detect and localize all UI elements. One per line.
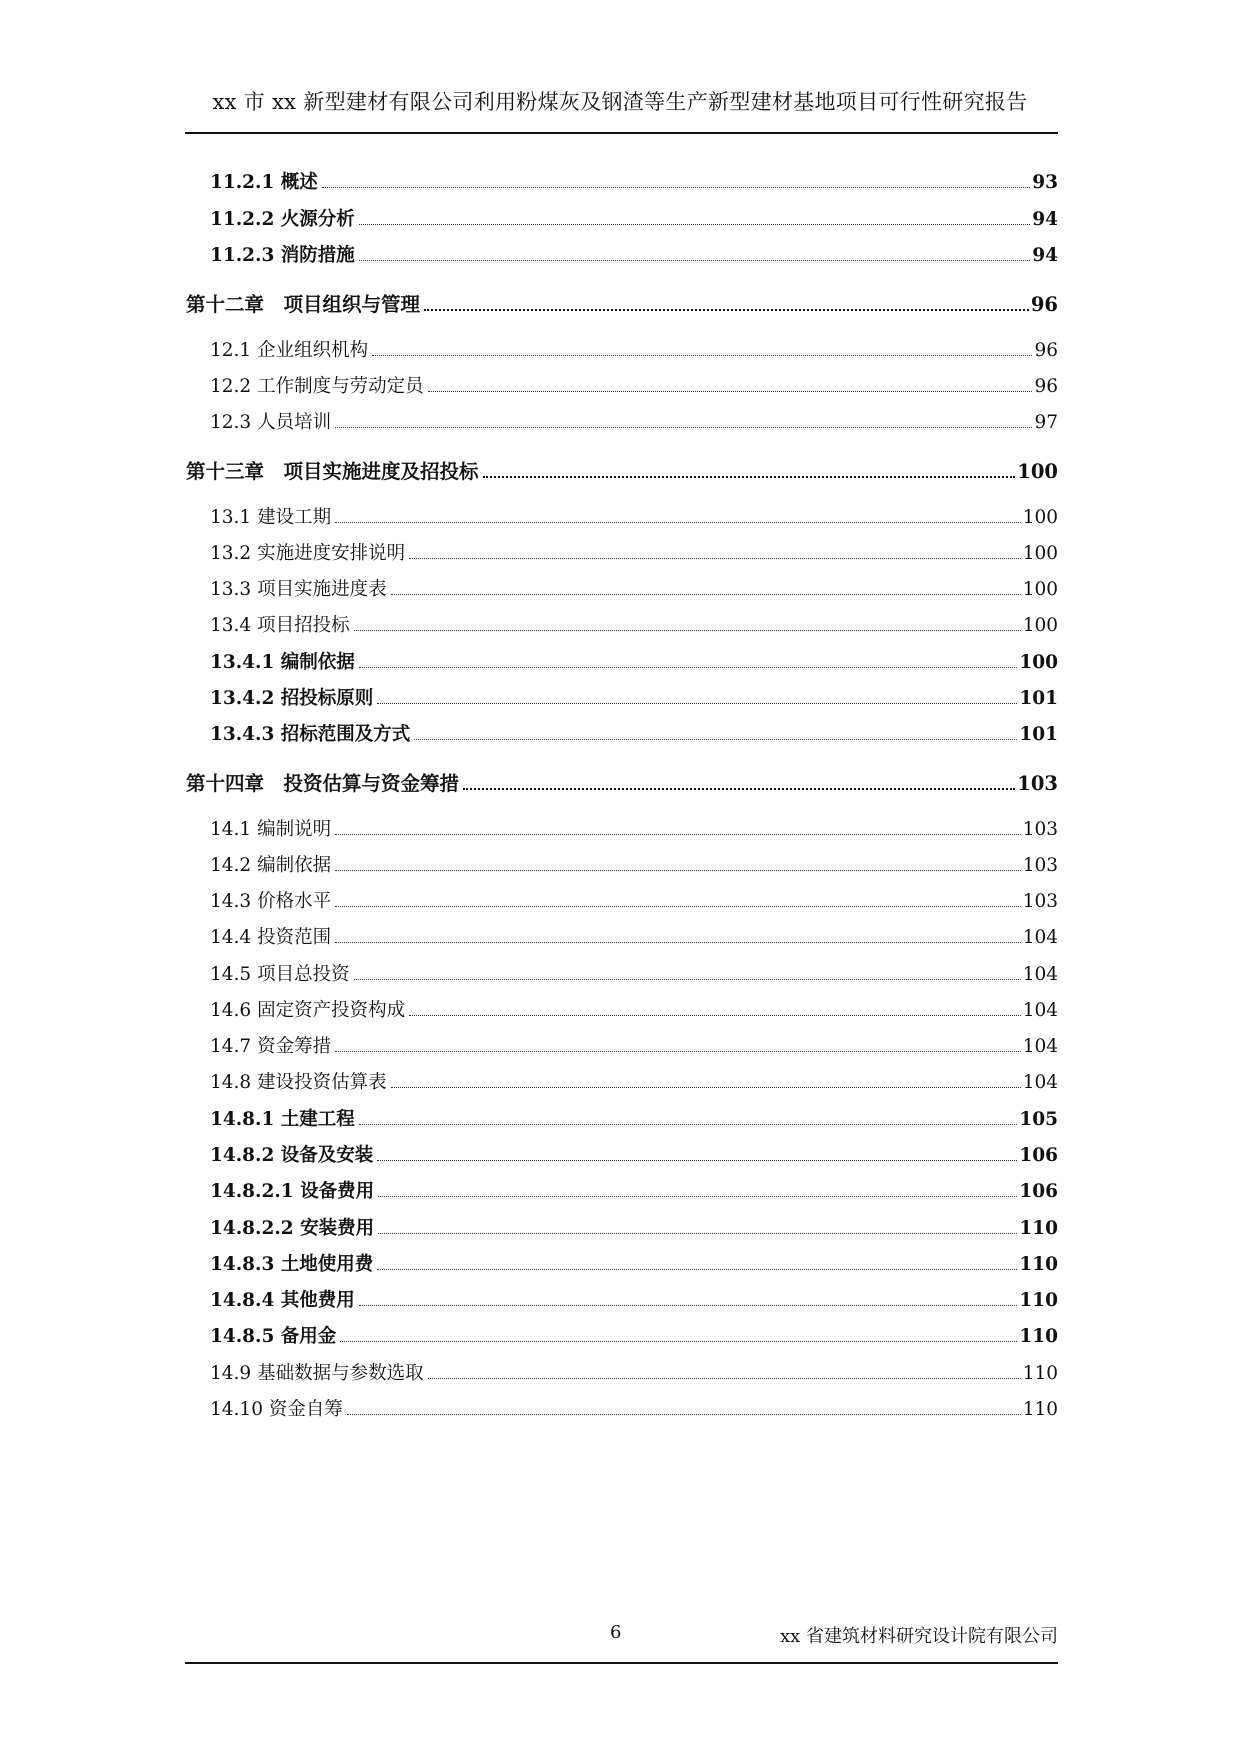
toc-entry-label: 14.5 项目总投资 xyxy=(210,964,350,985)
toc-chapter-entry[interactable] xyxy=(186,293,1058,317)
toc-entry-page: 96 xyxy=(1034,340,1058,361)
toc-entry-label: 14.10 资金自筹 xyxy=(210,1399,343,1420)
toc-dot-leader xyxy=(335,833,1021,835)
toc-dot-leader xyxy=(377,702,1017,704)
toc-dot-leader xyxy=(359,1123,1018,1125)
toc-entry[interactable] xyxy=(186,1108,1058,1132)
toc-dot-leader xyxy=(424,308,1029,311)
toc-entry-label: 14.8.5 备用金 xyxy=(210,1326,337,1347)
toc-dot-leader xyxy=(409,1014,1021,1016)
toc-entry[interactable] xyxy=(186,411,1058,435)
toc-dot-leader xyxy=(335,905,1021,907)
toc-dot-leader xyxy=(347,1413,1021,1415)
toc-dot-leader xyxy=(359,259,1030,261)
toc-entry-label: 14.1 编制说明 xyxy=(210,819,332,840)
toc-entry-page: 100 xyxy=(1022,543,1058,564)
toc-entry-page: 110 xyxy=(1022,1363,1058,1384)
toc-entry[interactable] xyxy=(186,1144,1058,1168)
toc-entry-label: 12.1 企业组织机构 xyxy=(210,340,369,361)
toc-chapter-entry[interactable] xyxy=(186,460,1058,484)
toc-dot-leader xyxy=(372,354,1032,356)
toc-entry[interactable] xyxy=(186,1071,1058,1095)
toc-entry[interactable] xyxy=(186,375,1058,399)
toc-dot-leader xyxy=(377,1159,1017,1161)
toc-entry-label: 14.8.3 土地使用费 xyxy=(210,1254,374,1275)
toc-entry-page: 97 xyxy=(1034,412,1058,433)
toc-entry[interactable] xyxy=(186,1362,1058,1386)
toc-entry-page: 106 xyxy=(1019,1145,1058,1166)
toc-entry-page: 110 xyxy=(1019,1218,1058,1239)
toc-entry-label: 14.6 固定资产投资构成 xyxy=(210,1000,406,1021)
toc-entry-page: 100 xyxy=(1022,579,1058,600)
toc-entry-label: 13.4.3 招标范围及方式 xyxy=(210,724,411,745)
toc-entry-page: 110 xyxy=(1019,1254,1058,1275)
toc-entry-label: 14.8.2.1 设备费用 xyxy=(210,1181,375,1202)
toc-dot-leader xyxy=(335,521,1021,523)
footer-divider xyxy=(185,1662,1058,1664)
toc-entry-page: 103 xyxy=(1017,772,1058,795)
toc-entry-label: 第十二章 项目组织与管理 xyxy=(186,293,421,316)
toc-chapter-entry[interactable] xyxy=(186,772,1058,796)
toc-entry-page: 100 xyxy=(1022,507,1058,528)
toc-entry-label: 11.2.1 概述 xyxy=(210,172,318,193)
toc-entry[interactable] xyxy=(186,542,1058,566)
toc-entry-label: 12.3 人员培训 xyxy=(210,412,332,433)
toc-entry-page: 104 xyxy=(1022,964,1058,985)
toc-entry-page: 106 xyxy=(1019,1181,1058,1202)
toc-entry[interactable] xyxy=(186,926,1058,950)
toc-entry[interactable] xyxy=(186,1217,1058,1241)
toc-entry[interactable] xyxy=(186,1325,1058,1349)
toc-entry-label: 13.4 项目招投标 xyxy=(210,615,350,636)
toc-entry-label: 14.9 基础数据与参数选取 xyxy=(210,1363,424,1384)
toc-entry[interactable] xyxy=(186,1035,1058,1059)
toc-entry-label: 13.2 实施进度安排说明 xyxy=(210,543,406,564)
toc-entry[interactable] xyxy=(186,1398,1058,1422)
toc-entry-label: 13.4.1 编制依据 xyxy=(210,652,355,673)
toc-dot-leader xyxy=(377,1268,1017,1270)
toc-entry-page: 105 xyxy=(1019,1109,1058,1130)
toc-entry[interactable] xyxy=(186,506,1058,530)
toc-dot-leader xyxy=(354,629,1021,631)
footer-organization: xx 省建筑材料研究设计院有限公司 xyxy=(779,1626,1058,1647)
toc-entry-page: 104 xyxy=(1022,1000,1058,1021)
toc-dot-leader xyxy=(359,666,1018,668)
toc-entry-page: 94 xyxy=(1032,209,1058,230)
toc-dot-leader xyxy=(335,426,1032,428)
toc-dot-leader xyxy=(428,390,1033,392)
toc-entry[interactable] xyxy=(186,687,1058,711)
toc-entry[interactable] xyxy=(186,651,1058,675)
toc-dot-leader xyxy=(391,593,1021,595)
toc-entry-page: 96 xyxy=(1034,376,1058,397)
toc-dot-leader xyxy=(340,1340,1017,1342)
toc-entry-page: 103 xyxy=(1022,855,1058,876)
toc-entry[interactable] xyxy=(186,1253,1058,1277)
toc-entry-label: 14.4 投资范围 xyxy=(210,927,332,948)
toc-entry[interactable] xyxy=(186,818,1058,842)
toc-entry[interactable] xyxy=(186,963,1058,987)
toc-entry-label: 13.3 项目实施进度表 xyxy=(210,579,387,600)
toc-entry-label: 14.8.2.2 安装费用 xyxy=(210,1218,375,1239)
toc-entry[interactable] xyxy=(186,1289,1058,1313)
toc-entry-label: 13.4.2 招投标原则 xyxy=(210,688,374,709)
toc-entry[interactable] xyxy=(186,890,1058,914)
page-number: 6 xyxy=(610,1622,622,1643)
toc-entry[interactable] xyxy=(186,614,1058,638)
toc-entry-page: 103 xyxy=(1022,819,1058,840)
toc-entry-page: 96 xyxy=(1030,293,1058,316)
toc-entry-page: 103 xyxy=(1022,891,1058,912)
toc-dot-leader xyxy=(409,557,1021,559)
toc-dot-leader xyxy=(354,978,1021,980)
page-header-title: xx 市 xx 新型建材有限公司利用粉煤灰及钢渣等生产新型建材基地项目可行性研究报告 xyxy=(212,90,1028,114)
toc-entry[interactable] xyxy=(186,339,1058,363)
toc-entry-page: 94 xyxy=(1032,245,1058,266)
toc-dot-leader xyxy=(335,941,1021,943)
toc-entry-page: 100 xyxy=(1019,652,1058,673)
toc-entry[interactable] xyxy=(186,999,1058,1023)
toc-entry-page: 104 xyxy=(1022,927,1058,948)
toc-entry-label: 14.8.2 设备及安装 xyxy=(210,1145,374,1166)
toc-entry[interactable] xyxy=(186,208,1058,232)
toc-entry-label: 11.2.3 消防措施 xyxy=(210,245,355,266)
toc-dot-leader xyxy=(322,186,1030,188)
toc-entry-page: 110 xyxy=(1019,1326,1058,1347)
toc-entry-page: 101 xyxy=(1019,688,1058,709)
toc-dot-leader xyxy=(359,223,1030,225)
toc-entry-label: 14.7 资金筹措 xyxy=(210,1036,332,1057)
toc-entry[interactable] xyxy=(186,171,1058,195)
toc-entry-label: 14.8.1 土建工程 xyxy=(210,1109,355,1130)
toc-dot-leader xyxy=(335,869,1021,871)
toc-entry[interactable] xyxy=(186,854,1058,878)
toc-entry-page: 104 xyxy=(1022,1036,1058,1057)
toc-entry-label: 第十三章 项目实施进度及招投标 xyxy=(186,460,479,483)
toc-entry-page: 100 xyxy=(1022,615,1058,636)
toc-entry-label: 第十四章 投资估算与资金筹措 xyxy=(186,772,460,795)
toc-entry-label: 14.2 编制依据 xyxy=(210,855,332,876)
toc-entry-label: 13.1 建设工期 xyxy=(210,507,332,528)
toc-dot-leader xyxy=(378,1195,1017,1197)
toc-entry-page: 110 xyxy=(1022,1399,1058,1420)
toc-entry-page: 110 xyxy=(1019,1290,1058,1311)
toc-dot-leader xyxy=(463,787,1015,790)
toc-entry[interactable] xyxy=(186,578,1058,602)
toc-dot-leader xyxy=(359,1304,1018,1306)
toc-dot-leader xyxy=(335,1050,1021,1052)
toc-entry[interactable] xyxy=(186,1180,1058,1204)
toc-dot-leader xyxy=(378,1232,1017,1234)
toc-entry-label: 14.3 价格水平 xyxy=(210,891,332,912)
toc-dot-leader xyxy=(414,738,1017,740)
toc-entry-page: 100 xyxy=(1017,460,1058,483)
toc-entry-page: 93 xyxy=(1032,172,1058,193)
toc-entry[interactable] xyxy=(186,244,1058,268)
toc-entry-label: 14.8.4 其他费用 xyxy=(210,1290,355,1311)
toc-entry[interactable] xyxy=(186,723,1058,747)
header-divider xyxy=(185,132,1058,134)
toc-entry-page: 101 xyxy=(1019,724,1058,745)
toc-dot-leader xyxy=(428,1377,1021,1379)
toc-entry-label: 14.8 建设投资估算表 xyxy=(210,1072,387,1093)
toc-entry-label: 12.2 工作制度与劳动定员 xyxy=(210,376,424,397)
toc-entry-page: 104 xyxy=(1022,1072,1058,1093)
toc-dot-leader xyxy=(483,475,1016,478)
toc-dot-leader xyxy=(391,1086,1021,1088)
toc-entry-label: 11.2.2 火源分析 xyxy=(210,209,355,230)
